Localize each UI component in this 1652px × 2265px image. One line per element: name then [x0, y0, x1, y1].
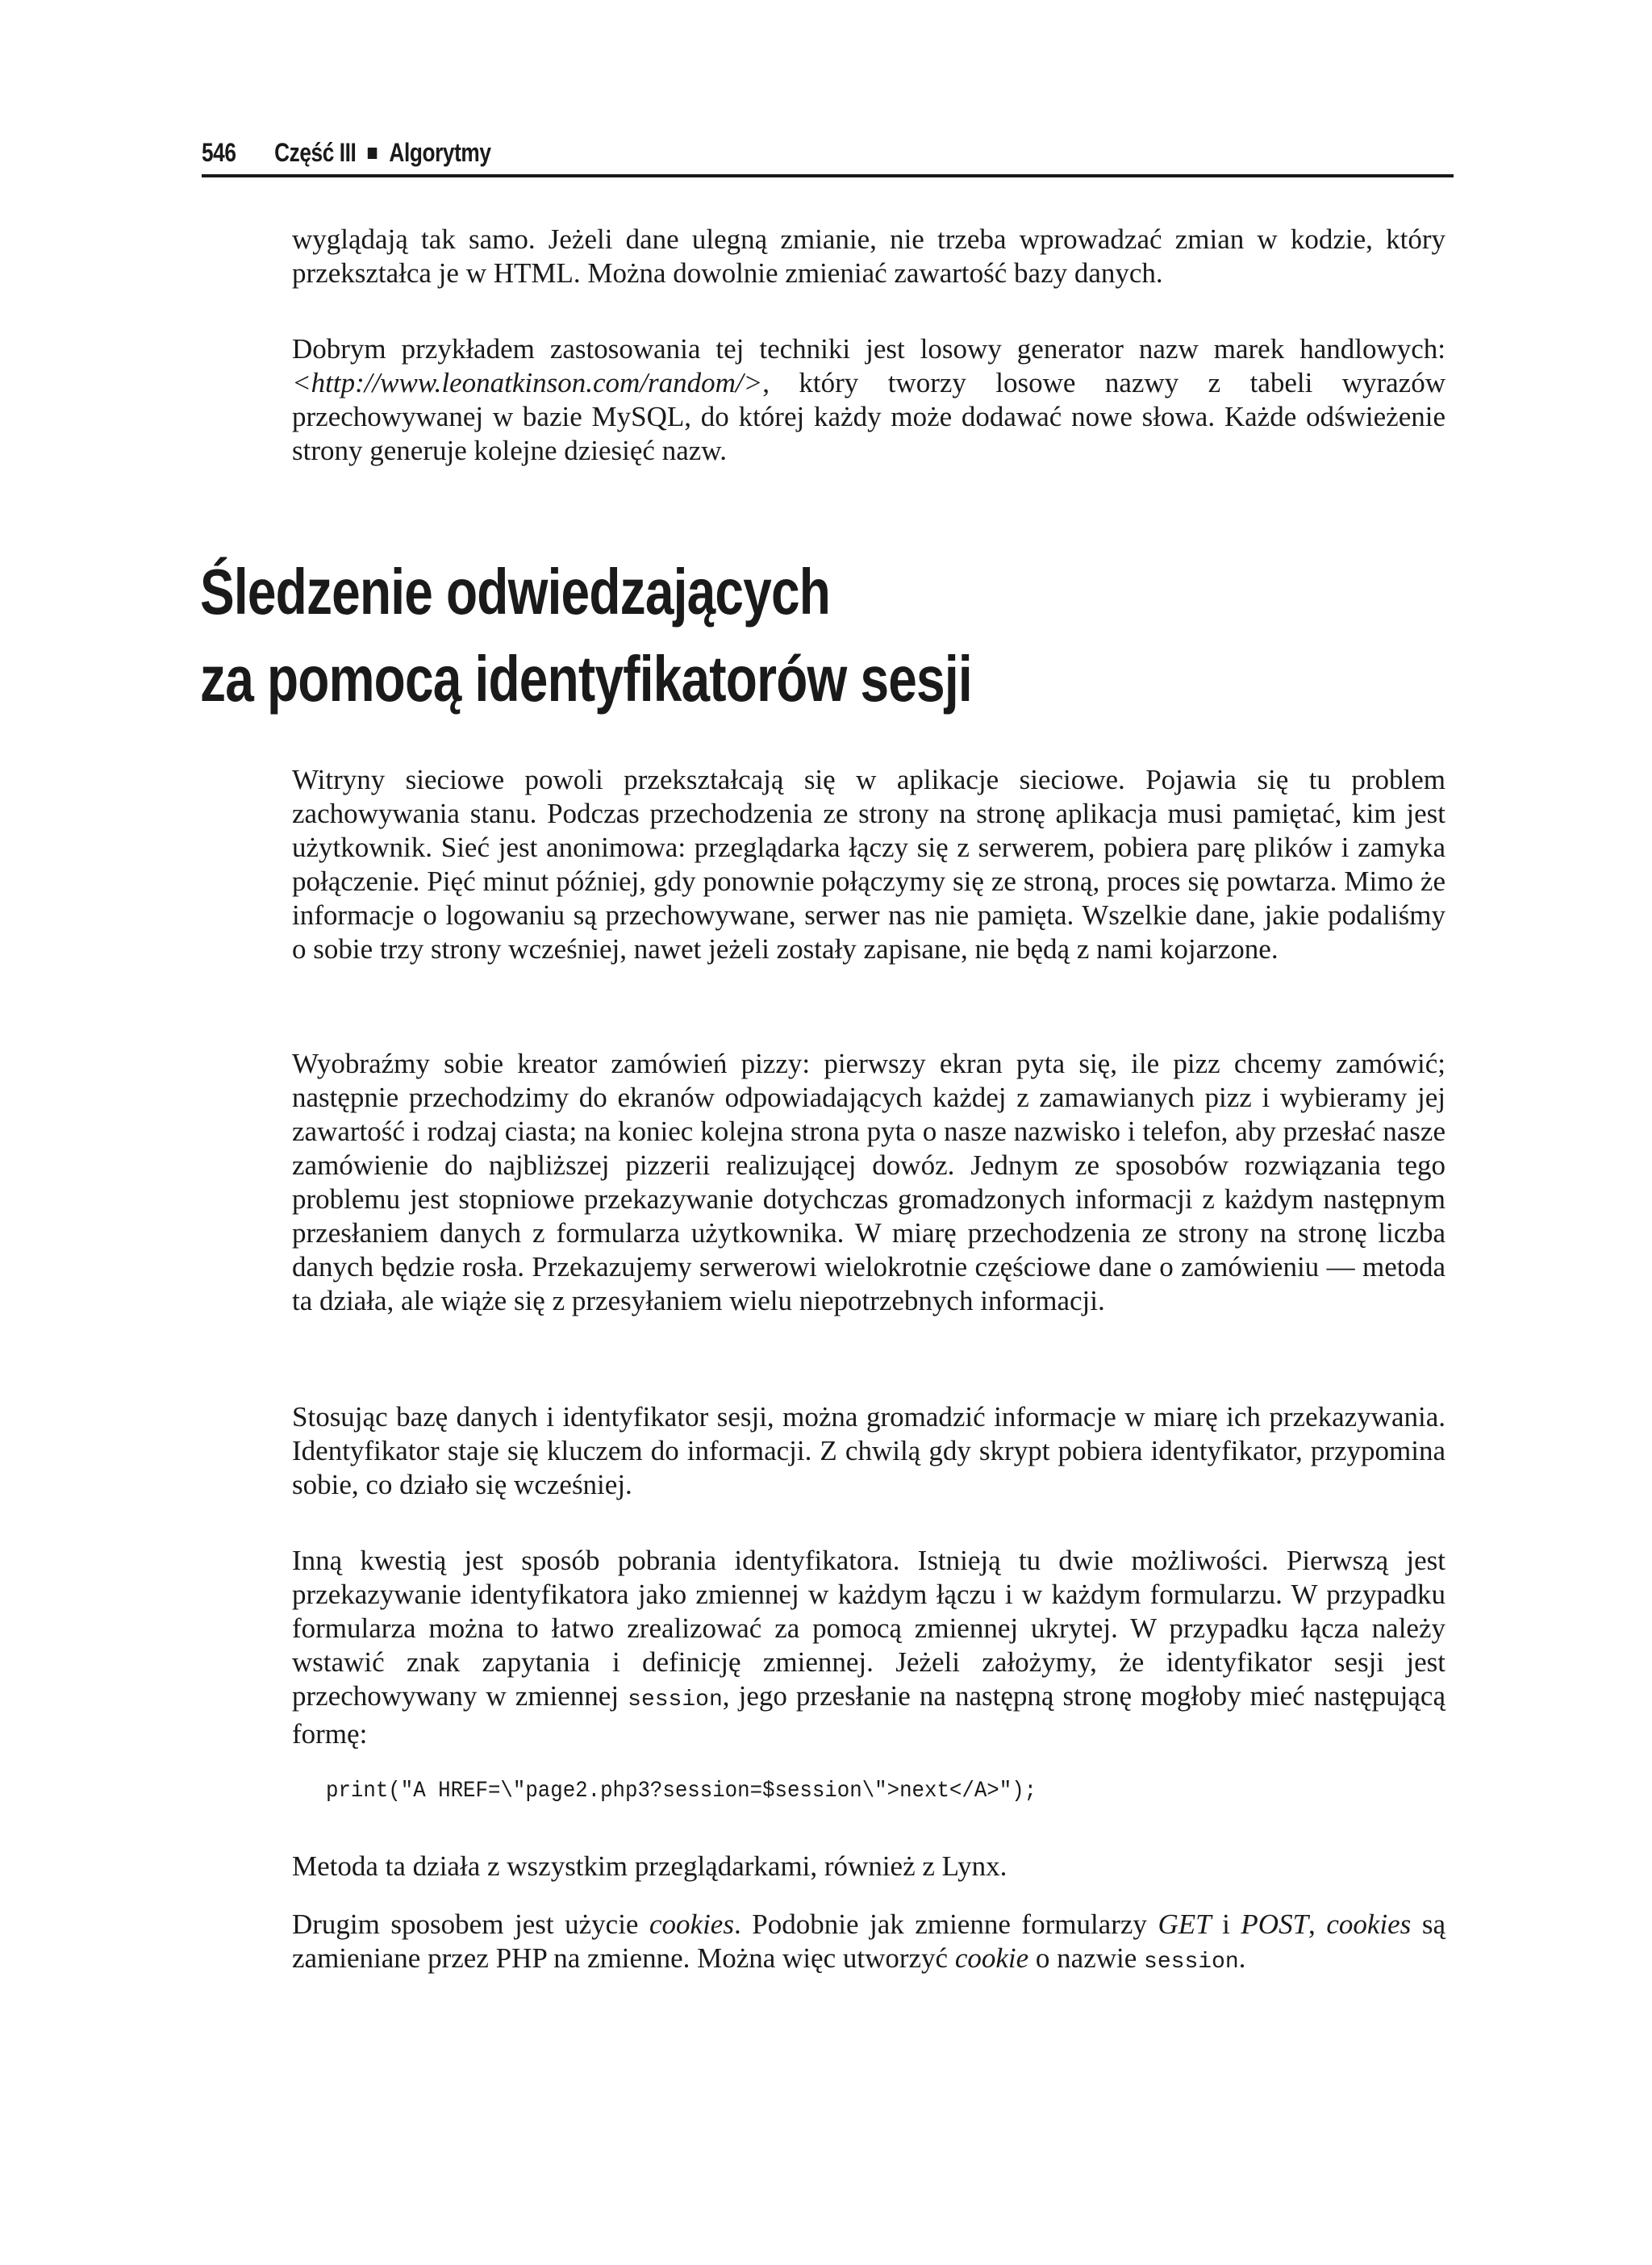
running-header	[202, 129, 1229, 176]
paragraph: Metoda ta działa z wszystkim przeglądarkami, również z Lynx.	[292, 1850, 1007, 1882]
paragraph: Witryny sieciowe powoli przekształcają się w aplikacje sieciowe. Pojawia się tu problem zachowywania stanu. Podczas przechodzenia ze strony na stronę aplikacja musi pamiętać, kim jest użytkownik. Sieć jest anonimowa: przeglądarka łączy się z serwerem, pobiera parę plików i zamyka połączenie. Pięć minut później, gdy ponownie połączymy się ze stroną, proces się powtarza. Mimo że informacje o logowaniu są przechowywane, serwer nas nie pamięta. Wszelkie dane, jakie podaliśmy o sobie trzy strony wcześniej, nawet jeżeli zostały zapisane, nie będą z nami kojarzone.	[292, 764, 1446, 965]
paragraph-text: i	[1211, 1908, 1241, 1940]
paragraph-text: ,	[1308, 1908, 1327, 1940]
code-listing: print("A HREF=\"page2.php3?session=$session\">next</A>");	[326, 1779, 1037, 1804]
paragraph-text: Drugim sposobem jest użycie	[292, 1908, 649, 1940]
paragraph: Stosując bazę danych i identyfikator sesji, można gromadzić informacje w miarę ich przekazywania. Identyfikator staje się kluczem do informacji. Z chwilą gdy skrypt pobiera identyfikator, przypomina sobie, co działo się wcześniej.	[292, 1401, 1446, 1500]
paragraph-text: Inną kwestią jest sposób pobrania identyfikatora. Istnieją tu dwie możliwości. Pierwszą jest przekazywanie identyfikatora jako zmiennej w każdym łączu i w każdym formularzu. W przypadku formularza można to łatwo zrealizować za pomocą zmiennej ukrytej. W przypadku łącza należy wstawić znak zapytania i definicję zmiennej. Jeżeli założymy, że identyfikator sesji jest przechowywany w zmiennej	[292, 1545, 1446, 1712]
inline-code: session	[1144, 1950, 1239, 1975]
section-heading	[200, 549, 972, 723]
section-heading-line: Śledzenie odwiedzających	[200, 556, 831, 628]
paragraph: wyglądają tak samo. Jeżeli dane ulegną zmianie, nie trzeba wprowadzać zmian w kodzie, który przekształca je w HTML. Można dowolnie zmieniać zawartość bazy danych.	[292, 223, 1446, 289]
paragraph-text: . Podobnie jak zmienne formularzy	[733, 1908, 1158, 1940]
inline-code: session	[628, 1687, 723, 1712]
term-italic: cookies	[1326, 1908, 1412, 1940]
paragraph	[292, 1908, 1446, 1979]
term-italic: cookies	[649, 1908, 734, 1940]
paragraph-text: .	[1238, 1942, 1246, 1974]
paragraph	[292, 1544, 1446, 1751]
part-title: Część III	[274, 137, 357, 167]
paragraph-text: , który tworzy losowe nazwy z tabeli wyrazów przechowywanej w bazie MySQL, do której każdy może dodawać nowe słowa. Każde odświeżenie strony generuje kolejne dziesięć nazw.	[292, 367, 1446, 466]
term-italic: POST	[1241, 1908, 1309, 1940]
paragraph-text: o nazwie	[1028, 1942, 1145, 1974]
paragraph-text: , jego przesłanie na następną stronę mogłoby mieć następującą formę:	[292, 1680, 1446, 1750]
section-heading-line: za pomocą identyfikatorów sesji	[200, 643, 972, 715]
paragraph	[292, 332, 1446, 468]
header-rule	[202, 174, 1454, 177]
paragraph-text: są zamieniane przez PHP na zmienne. Można więc utworzyć	[292, 1908, 1446, 1974]
chapter-title: Algorytmy	[389, 137, 491, 167]
term-italic: cookie	[954, 1942, 1029, 1974]
square-bullet-icon	[368, 148, 377, 159]
term-italic: GET	[1158, 1908, 1212, 1940]
url-link[interactable]: <http://www.leonatkinson.com/random/>	[292, 367, 763, 398]
page-number: 546	[202, 137, 236, 167]
paragraph-text: Dobrym przykładem zastosowania tej techniki jest losowy generator nazw marek handlowych:	[292, 333, 1446, 365]
paragraph: Wyobraźmy sobie kreator zamówień pizzy: pierwszy ekran pyta się, ile pizz chcemy zamówić; następnie przechodzimy do ekranów odpowiadających każdej z zamawianych pizz i wybieramy jej zawartość i rodzaj ciasta; na koniec kolejna strona pyta o nasze nazwisko i telefon, aby przesłać nasze zamówienie do najbliższej pizzerii realizującej dowóz. Jednym ze sposobów rozwiązania tego problemu jest stopniowe przekazywanie dotychczas gromadzonych informacji z każdym następnym przesłaniem danych z formularza użytkownika. W miarę przechodzenia ze strony na stronę liczba danych będzie rosła. Przekazujemy serwerowi wielokrotnie częściowe dane o zamówieniu — metoda ta działa, ale wiąże się z przesyłaniem wielu niepotrzebnych informacji.	[292, 1048, 1446, 1316]
